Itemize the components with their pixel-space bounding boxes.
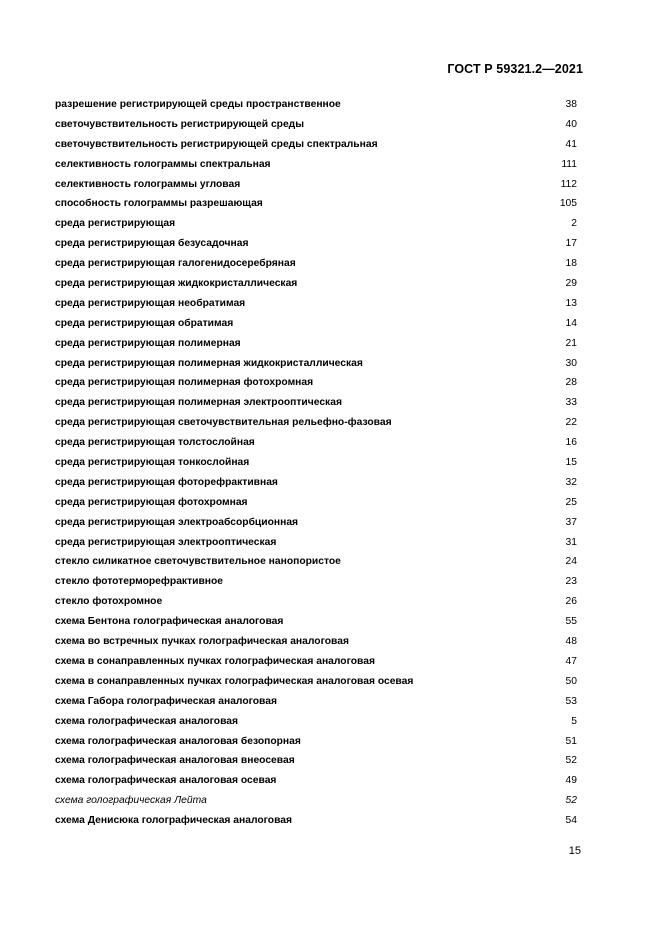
index-page-ref: 50: [565, 675, 577, 687]
index-term: среда регистрирующая толстослойная: [55, 437, 255, 449]
index-page-ref: 41: [565, 138, 577, 150]
index-entry: [55, 632, 577, 652]
index-list: [55, 95, 577, 831]
index-entry: [55, 612, 577, 632]
index-page-ref: 52: [565, 795, 577, 807]
index-term: схема Бентона голографическая аналоговая: [55, 616, 284, 628]
index-term: схема Денисюка голографическая аналоговая: [55, 815, 293, 827]
index-page-ref: 21: [565, 337, 577, 349]
index-entry: [55, 652, 577, 672]
index-term: схема Габора голографическая аналоговая: [55, 695, 277, 707]
index-page-ref: 105: [559, 198, 577, 210]
index-term: среда регистрирующая полимерная электрооптическая: [55, 397, 342, 409]
index-entry: [55, 194, 577, 214]
index-page-ref: 111: [561, 158, 577, 170]
index-term: схема голографическая аналоговая внеосевая: [55, 755, 295, 767]
index-entry: [55, 751, 577, 771]
index-entry: [55, 294, 577, 314]
index-page-ref: 49: [565, 775, 577, 787]
index-entry: [55, 811, 577, 831]
index-term: схема голографическая аналоговая осевая: [55, 775, 277, 787]
index-entry: [55, 433, 577, 453]
index-page-ref: 17: [565, 238, 577, 250]
index-page-ref: 14: [565, 317, 577, 329]
index-page-ref: 52: [565, 755, 577, 767]
index-entry: [55, 513, 577, 533]
index-term: среда регистрирующая светочувствительная рельефно-фазовая: [55, 417, 392, 429]
index-term: стекло силикатное светочувствительное нанопористое: [55, 556, 341, 568]
index-page-ref: 32: [565, 476, 577, 488]
index-term: схема в сонаправленных пучках голографическая аналоговая: [55, 655, 375, 667]
index-entry: [55, 672, 577, 692]
index-entry: [55, 155, 577, 175]
index-term: среда регистрирующая полимерная фотохромная: [55, 377, 314, 389]
index-entry: [55, 314, 577, 334]
index-entry: [55, 552, 577, 572]
index-page-ref: 16: [565, 437, 577, 449]
index-term: среда регистрирующая безусадочная: [55, 238, 249, 250]
index-page-ref: 54: [565, 815, 577, 827]
index-term: стекло фотохромное: [55, 596, 163, 608]
index-entry: [55, 533, 577, 553]
index-term: стекло фототерморефрактивное: [55, 576, 224, 588]
index-page-ref: 31: [565, 536, 577, 548]
index-term: среда регистрирующая полимерная жидкокристаллическая: [55, 357, 363, 369]
index-entry: [55, 572, 577, 592]
index-page-ref: 38: [565, 99, 577, 110]
index-page-ref: 28: [565, 377, 577, 389]
index-entry: [55, 692, 577, 712]
index-entry: [55, 234, 577, 254]
page-number: 15: [568, 845, 581, 857]
index-term: светочувствительность регистрирующей среды: [55, 118, 305, 130]
index-term: схема в сонаправленных пучках голографическая аналоговая осевая: [55, 675, 414, 687]
index-page-ref: 2: [571, 218, 577, 230]
index-page-ref: 25: [565, 496, 577, 508]
index-page-ref: 55: [565, 616, 577, 628]
index-page-ref: 5: [571, 715, 577, 727]
index-page-ref: 40: [565, 118, 577, 130]
index-term: среда регистрирующая электроабсорбционная: [55, 516, 299, 528]
index-entry: [55, 175, 577, 195]
index-page-ref: 37: [565, 516, 577, 528]
index-entry: [55, 334, 577, 354]
index-entry: [55, 413, 577, 433]
index-page-ref: 48: [565, 636, 577, 648]
index-term: среда регистрирующая тонкослойная: [55, 457, 250, 469]
index-term: способность голограммы разрешающая: [55, 198, 263, 210]
index-entry: [55, 493, 577, 513]
index-term: светочувствительность регистрирующей среды спектральная: [55, 138, 378, 150]
index-entry: [55, 791, 577, 811]
index-page-ref: 24: [565, 556, 577, 568]
index-entry: [55, 95, 577, 115]
index-term: среда регистрирующая необратимая: [55, 297, 246, 309]
index-page-ref: 33: [565, 397, 577, 409]
index-page-ref: 15: [565, 457, 577, 469]
index-term: схема голографическая Лейта: [55, 795, 207, 807]
index-page-ref: 47: [565, 655, 577, 667]
index-page-ref: 51: [565, 735, 577, 747]
index-term: среда регистрирующая электрооптическая: [55, 536, 277, 548]
index-page-ref: 29: [565, 278, 577, 290]
index-entry: [55, 254, 577, 274]
index-page-ref: 18: [565, 258, 577, 270]
index-term: разрешение регистрирующей среды пространственное: [55, 99, 341, 110]
index-page-ref: 22: [565, 417, 577, 429]
index-entry: [55, 592, 577, 612]
index-term: селективность голограммы угловая: [55, 178, 241, 190]
index-page-ref: 13: [565, 297, 577, 309]
index-term: схема голографическая аналоговая безопорная: [55, 735, 301, 747]
index-term: среда регистрирующая жидкокристаллическая: [55, 278, 298, 290]
index-entry: [55, 732, 577, 752]
index-entry: [55, 473, 577, 493]
index-term: среда регистрирующая обратимая: [55, 317, 234, 329]
index-page-ref: 23: [565, 576, 577, 588]
index-term: среда регистрирующая фотохромная: [55, 496, 248, 508]
index-term: среда регистрирующая: [55, 218, 176, 230]
index-term: схема во встречных пучках голографическая аналоговая: [55, 636, 349, 648]
index-entry: [55, 274, 577, 294]
index-page-ref: 30: [565, 357, 577, 369]
index-entry: [55, 214, 577, 234]
index-entry: [55, 453, 577, 473]
index-term: среда регистрирующая фоторефрактивная: [55, 476, 278, 488]
index-entry: [55, 135, 577, 155]
index-entry: [55, 393, 577, 413]
index-term: среда регистрирующая полимерная: [55, 337, 241, 349]
index-entry: [55, 771, 577, 791]
index-entry: [55, 373, 577, 393]
index-entry: [55, 115, 577, 135]
document-header: ГОСТ Р 59321.2—2021: [447, 62, 583, 76]
index-entry: [55, 712, 577, 732]
index-term: селективность голограммы спектральная: [55, 158, 271, 170]
index-page-ref: 26: [565, 596, 577, 608]
index-page-ref: 53: [565, 695, 577, 707]
index-entry: [55, 354, 577, 374]
index-term: среда регистрирующая галогенидосеребряная: [55, 258, 296, 270]
index-page-ref: 112: [560, 178, 577, 190]
index-term: схема голографическая аналоговая: [55, 715, 239, 727]
